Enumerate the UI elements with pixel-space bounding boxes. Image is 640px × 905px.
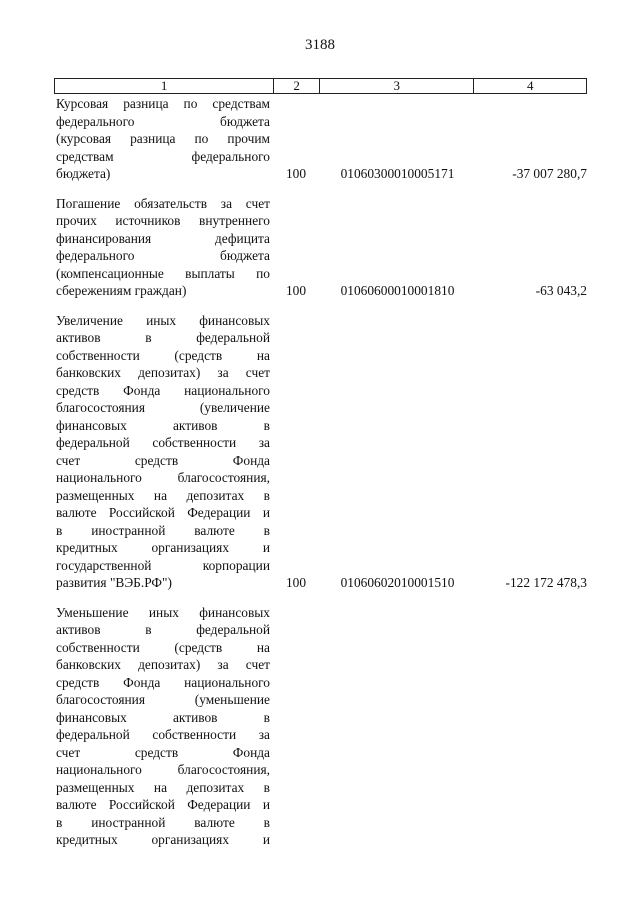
row-code-1: 100 [285, 166, 307, 181]
description-line: федеральной собственности за [56, 727, 270, 742]
table-row [54, 312, 587, 592]
table-row [54, 604, 587, 849]
row-amount: -122 172 478,3 [505, 575, 587, 590]
description-line: банковских депозитах) за счет [56, 657, 270, 672]
description-line: федерального бюджета [56, 113, 270, 129]
description-line: финансирования дефицита [56, 230, 270, 246]
row-code-2: 01060602010001510 [340, 575, 455, 590]
row-code-2: 01060600010001810 [340, 283, 455, 298]
description-line: национального благосостояния, [56, 470, 270, 485]
description-line: (компенсационные выплаты по [56, 265, 270, 281]
row-code-2: 01060300010005171 [340, 166, 455, 181]
table-header [54, 78, 587, 94]
description-line: прочих источников внутреннего [56, 213, 270, 228]
description-line: средств Фонда национального [56, 382, 270, 398]
description-line: благосостояния (увеличение [56, 400, 270, 415]
row-description [54, 312, 270, 592]
row-amount: -63 043,2 [535, 283, 587, 298]
description-line: счет средств Фонда [56, 452, 270, 468]
table-row [54, 195, 587, 300]
row-description [54, 604, 270, 849]
description-line: Погашение обязательств за счет [56, 195, 270, 211]
row-code-1: 100 [285, 575, 307, 590]
description-line: Курсовая разница по средствам [56, 96, 270, 111]
description-line: средствам федерального [56, 148, 270, 164]
page-number: 3188 [305, 37, 335, 53]
description-line: средств Фонда национального [56, 674, 270, 690]
description-line: валюте Российской Федерации и [56, 505, 270, 520]
description-line: банковских депозитах) за счет [56, 365, 270, 380]
description-line: в иностранной валюте в [56, 814, 270, 830]
row-amount: -37 007 280,7 [512, 166, 587, 181]
header-col-4: 4 [526, 78, 534, 93]
description-line: сбережениям граждан) [56, 283, 187, 298]
description-line: активов в федеральной [56, 622, 270, 637]
description-line: финансовых активов в [56, 709, 270, 725]
description-line: федеральной собственности за [56, 435, 270, 450]
header-col-3: 3 [320, 79, 474, 93]
description-line: благосостояния (уменьшение [56, 692, 270, 707]
description-line: Увеличение иных финансовых [56, 312, 270, 328]
header-col-1: 1 [55, 79, 274, 93]
row-code-1: 100 [285, 283, 307, 298]
table-body [54, 95, 587, 861]
table-row [54, 95, 587, 183]
description-line: финансовых активов в [56, 417, 270, 433]
description-line: национального благосостояния, [56, 762, 270, 777]
description-line: кредитных организациях и [56, 540, 270, 555]
row-description [54, 195, 270, 300]
description-line: в иностранной валюте в [56, 522, 270, 538]
description-line: счет средств Фонда [56, 744, 270, 760]
description-line: Уменьшение иных финансовых [56, 604, 270, 620]
description-line: собственности (средств на [56, 347, 270, 363]
description-line: собственности (средств на [56, 639, 270, 655]
description-line: развития "ВЭБ.РФ") [56, 575, 172, 590]
description-line: размещенных на депозитах в [56, 779, 270, 795]
description-line: бюджета) [56, 166, 111, 181]
description-line: государственной корпорации [56, 557, 270, 573]
header-col-2: 2 [274, 79, 320, 93]
description-line: (курсовая разница по прочим [56, 131, 270, 146]
description-line: кредитных организациях и [56, 832, 270, 847]
description-line: размещенных на депозитах в [56, 487, 270, 503]
description-line: федерального бюджета [56, 248, 270, 263]
description-line: валюте Российской Федерации и [56, 797, 270, 812]
row-description [54, 95, 270, 183]
description-line: активов в федеральной [56, 330, 270, 345]
